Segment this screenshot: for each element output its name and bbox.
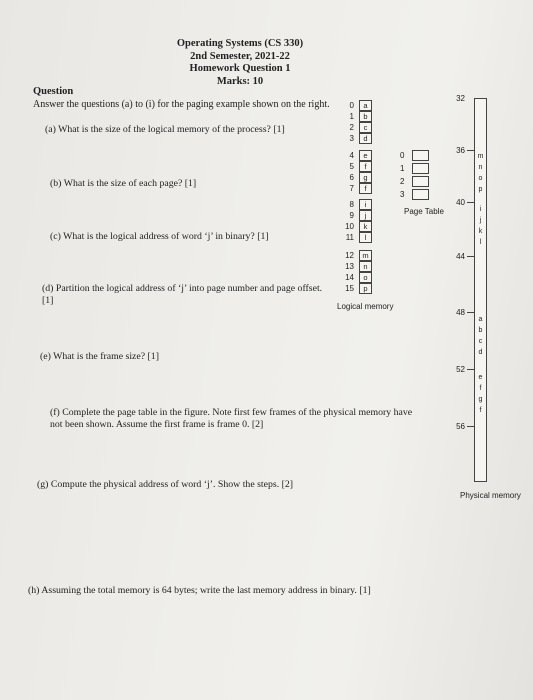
frame-divider xyxy=(467,312,474,313)
pm-word: f xyxy=(479,385,482,392)
frame-divider xyxy=(467,426,474,427)
question-instructions: Answer the questions (a) to (i) for the paging example shown on the right. xyxy=(33,99,330,110)
question-f: (f) Complete the page table in the figure. Note first few frames of the physical memory have not been shown. Assume the first frame is frame 0. [2] xyxy=(50,407,413,430)
lm-index: 2 xyxy=(349,123,354,132)
pt-entry[interactable] xyxy=(412,163,429,174)
lm-word: o xyxy=(359,272,372,283)
lm-word: f xyxy=(359,183,372,194)
pm-word: b xyxy=(478,327,483,334)
lm-word: b xyxy=(359,111,372,122)
lm-index: 0 xyxy=(349,101,354,110)
pt-index: 2 xyxy=(400,177,405,186)
lm-word: j xyxy=(359,210,372,221)
pm-word: f xyxy=(479,407,482,414)
lm-index: 8 xyxy=(349,200,354,209)
pm-address: 44 xyxy=(456,252,465,261)
pt-entry[interactable] xyxy=(412,150,429,161)
pm-word: c xyxy=(478,338,483,345)
lm-word: d xyxy=(359,133,372,144)
lm-word: k xyxy=(359,221,372,232)
question-g: (g) Compute the physical address of word ‘j’. Show the steps. [2] xyxy=(37,479,294,490)
lm-word: f xyxy=(359,161,372,172)
pm-word: k xyxy=(478,228,483,235)
frame-divider xyxy=(467,256,474,257)
pm-address: 40 xyxy=(456,198,465,207)
question-d: (d) Partition the logical address of ‘j’ into page number and page offset. [1] xyxy=(42,283,323,306)
lm-index: 4 xyxy=(349,151,354,160)
pm-word: g xyxy=(478,396,483,403)
lm-index: 15 xyxy=(345,284,354,293)
lm-word: g xyxy=(359,172,372,183)
lm-index: 7 xyxy=(349,184,354,193)
lm-index: 14 xyxy=(345,273,354,282)
pt-index: 1 xyxy=(400,164,405,173)
frame-divider xyxy=(467,369,474,370)
lm-index: 1 xyxy=(349,112,354,121)
pt-index: 3 xyxy=(400,190,405,199)
lm-word: p xyxy=(359,283,372,294)
homework-title: Homework Question 1 xyxy=(189,63,291,74)
course-title: Operating Systems (CS 330) xyxy=(176,38,304,49)
physical-memory-label: Physical memory xyxy=(460,491,521,500)
semester: 2nd Semester, 2021-22 xyxy=(190,50,290,62)
question-c: (c) What is the logical address of word ‘j’ in binary? [1] xyxy=(50,231,269,242)
lm-index: 5 xyxy=(349,162,354,171)
question-h: (h) Assuming the total memory is 64 bytes; write the last memory address in binary. [1] xyxy=(28,585,371,596)
pm-address: 32 xyxy=(456,94,465,103)
frame-divider xyxy=(467,150,474,151)
pm-address: 48 xyxy=(456,308,465,317)
pm-address: 36 xyxy=(456,146,465,155)
lm-index: 13 xyxy=(345,262,354,271)
question-e: (e) What is the frame size? [1] xyxy=(40,351,159,362)
pm-word: e xyxy=(478,374,483,381)
lm-word: m xyxy=(359,250,372,261)
pm-address: 52 xyxy=(456,365,465,374)
frame-divider xyxy=(467,202,474,203)
lm-index: 10 xyxy=(345,222,354,231)
lm-index: 6 xyxy=(349,173,354,182)
pm-word: a xyxy=(478,316,483,323)
question-b: (b) What is the size of each page? [1] xyxy=(50,178,197,189)
pm-word: l xyxy=(479,239,482,246)
lm-word: n xyxy=(359,261,372,272)
pm-word: n xyxy=(478,164,483,171)
pt-entry[interactable] xyxy=(412,189,429,200)
lm-word: a xyxy=(359,100,372,111)
lm-word: e xyxy=(359,150,372,161)
pm-word: o xyxy=(478,175,483,182)
pm-word: d xyxy=(478,349,483,356)
lm-index: 12 xyxy=(345,251,354,260)
lm-index: 11 xyxy=(345,233,354,242)
page-table-label: Page Table xyxy=(404,207,444,216)
lm-word: c xyxy=(359,122,372,133)
lm-index: 3 xyxy=(349,134,354,143)
pt-entry[interactable] xyxy=(412,176,429,187)
pm-word: m xyxy=(477,153,484,160)
pt-index: 0 xyxy=(400,151,405,160)
question-label: Question xyxy=(33,86,74,97)
pm-word: j xyxy=(479,217,482,224)
document-header xyxy=(150,38,330,88)
lm-word: i xyxy=(359,199,372,210)
lm-index: 9 xyxy=(349,211,354,220)
pm-address: 56 xyxy=(456,422,465,431)
marks: Marks: 10 xyxy=(216,75,264,87)
lm-word: l xyxy=(359,232,372,243)
question-a: (a) What is the size of the logical memory of the process? [1] xyxy=(45,124,285,135)
pm-word: i xyxy=(479,206,482,213)
logical-memory-label: Logical memory xyxy=(337,302,394,311)
pm-word: p xyxy=(478,186,483,193)
